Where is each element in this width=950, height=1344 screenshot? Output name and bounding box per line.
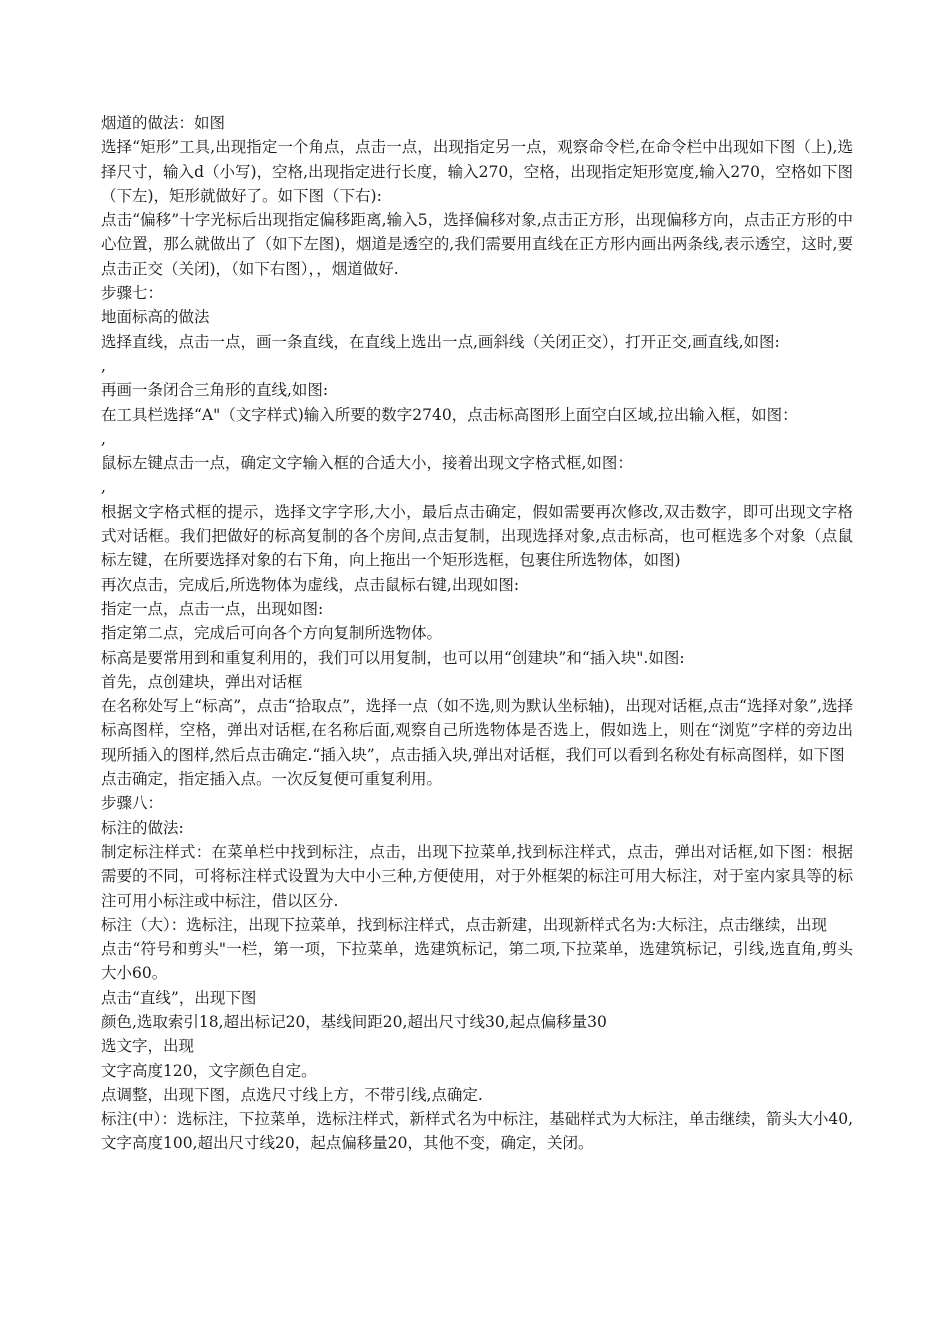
paragraph-first-point: 指定一点，点击一点，出现如图: [101,599,324,618]
paragraph-color: 颜色,选取索引18,超出标记20，基线间距20,超出尺寸线30,起点偏移量30 [101,1012,607,1031]
paragraph-create-block: 首先，点创建块，弹出对话框 [101,672,303,691]
paragraph-second-point: 指定第二点，完成后可向各个方向复制所选物体。 [101,624,443,643]
paragraph-floor-elevation-heading: 地面标高的做法 [101,308,210,327]
paragraph-comma-3: , [101,478,106,497]
paragraph-dimension-large: 标注（大）：选标注，出现下拉菜单，找到标注样式，点击新建，出现新样式名为:大标注，点击继续，出现 [101,915,827,934]
paragraph-blocks: 标高是要常用到和重复利用的，我们可以用复制，也可以用“创建块”和“插入块".如图: [101,648,685,667]
paragraph-adjust: 点调整，出现下图，点选尺寸线上方，不带引线,点确定. [101,1085,483,1104]
paragraph-lines: 点击“直线”，出现下图 [101,988,257,1007]
paragraph-symbols-arrows: 点击“符号和剪头"一栏，第一项，下拉菜单，选建筑标记，第二项,下拉菜单，选建筑标记，引线,选直角,剪头大小60。 [101,940,853,983]
paragraph-step-eight: 步骤八： [101,794,164,813]
paragraph-comma-1: , [101,356,106,375]
paragraph-select-text: 选文字，出现 [101,1037,195,1056]
paragraph-text-box: 鼠标左键点击一点，确定文字输入框的合适大小，接着出现文字格式框,如图： [101,454,633,473]
document-body [101,111,853,1156]
paragraph-flue-heading: 烟道的做法：如图 [101,114,226,132]
paragraph-block-name: 在名称处写上“标高”，点击“拾取点”，选择一点（如不选,则为默认坐标轴)，出现对话框,点击“选择对象”,选择标高图样，空格，弹出对话框,在名称后面,观察自己所选物体是否选上，假如选上，则在“浏览”字样的旁边出现所插入的图样,然后点击确定.“插入块”，点击插入块,弹出对话框，我们可以看到名称处有标高图样，如下图 [101,697,853,764]
paragraph-offset: 点击“偏移”十字光标后出现指定偏移距离,输入5，选择偏移对象,点击正方形，出现偏移方向，点击正方形的中心位置，那么就做出了（如下左图)，烟道是透空的,我们需要用直线在正方形内画出两条线,表示透空，这时,要点击正交（关闭)，（如下右图），，烟道做好. [101,211,853,278]
paragraph-triangle: 再画一条闭合三角形的直线,如图: [101,381,329,400]
paragraph-comma-2: , [101,429,106,448]
paragraph-text-format: 根据文字格式框的提示，选择文字字形,大小，最后点击确定，假如需要再次修改,双击数字，即可出现文字格式对话框。我们把做好的标高复制的各个房间,点击复制，出现选择对象,点击标高，也可框选多个对象（点鼠标左键，在所要选择对象的右下角，向上拖出一个矩形选框，包裹住所选物体，如图) [101,502,853,570]
paragraph-insert-point: 点击确定，指定插入点。一次反复便可重复利用。 [101,770,443,789]
paragraph-dimension-style: 制定标注样式：在菜单栏中找到标注，点击，出现下拉菜单,找到标注样式，点击，弹出对话框,如下图：根据需要的不同，可将标注样式设置为大中小三种,方便使用，对于外框架的标注可用大标注，对于室内家具等的标注可用小标注或中标注，借以区分. [101,842,853,910]
paragraph-text-style: 在工具栏选择“A"（文字样式)输入所要的数字2740，点击标高图形上面空白区域,拉出输入框，如图： [101,405,798,424]
paragraph-dimension-heading: 标注的做法: [101,818,184,837]
paragraph-dimension-medium: 标注(中）：选标注，下拉菜单，选标注样式，新样式名为中标注，基础样式为大标注，单击继续，箭头大小40,文字高度100,超出尺寸线20，起点偏移量20，其他不变，确定，关闭。 [101,1110,853,1153]
paragraph-text-height: 文字高度120，文字颜色自定。 [101,1061,317,1080]
paragraph-step-seven: 步骤七： [101,284,164,303]
paragraph-click-again: 再次点击，完成后,所选物体为虚线，点击鼠标右键,出现如图: [101,575,520,594]
paragraph-rectangle-tool: 选择“矩形”工具,出现指定一个角点，点击一点，出现指定另一点，观察命令栏,在命令栏中出现如下图（上),选择尺寸，输入d（小写)，空格,出现指定进行长度，输入270，空格，出现指定矩形宽度,输入270，空格如下图（下左)，矩形就做好了。如下图（下右): [101,138,853,205]
paragraph-draw-line: 选择直线，点击一点，画一条直线，在直线上选出一点,画斜线（关闭正交），打开正交,画直线,如图: [101,332,780,351]
